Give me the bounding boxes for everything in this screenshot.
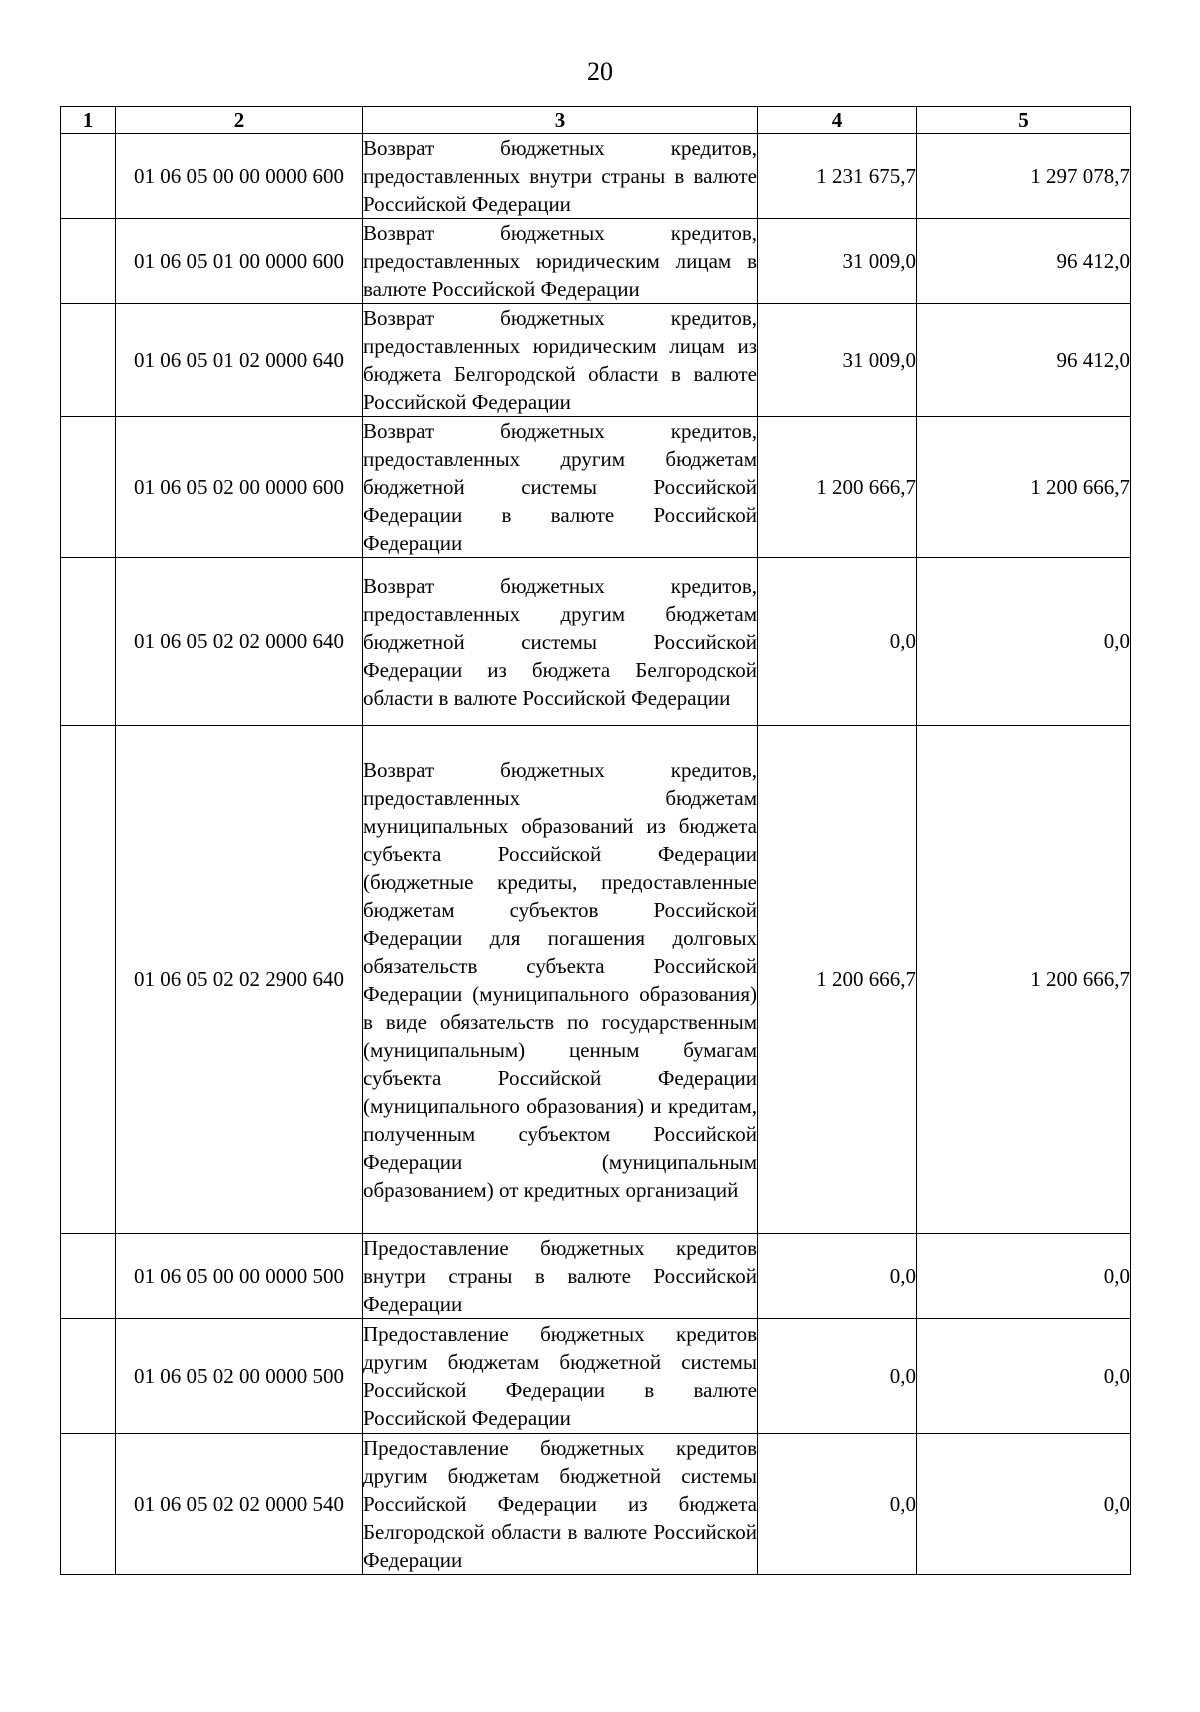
row-name: Предоставление бюджетных кредитов другим бюджетам бюджетной системы Российской Федерации в валюте Российской Федерации [363,1319,758,1434]
row-value-col5: 0,0 [917,1234,1131,1319]
row-code: 01 06 05 02 02 2900 640 [116,726,363,1234]
row-empty-cell [61,417,116,558]
row-value-col5: 1 297 078,7 [917,134,1131,219]
row-empty-cell [61,558,116,726]
row-empty-cell [61,1234,116,1319]
row-name: Возврат бюджетных кредитов, предоставленных юридическим лицам из бюджета Белгородской области в валюте Российской Федерации [363,304,758,417]
row-value-col5: 0,0 [917,558,1131,726]
row-code: 01 06 05 02 00 0000 600 [116,417,363,558]
row-code: 01 06 05 02 00 0000 500 [116,1319,363,1434]
row-code: 01 06 05 02 02 0000 640 [116,558,363,726]
header-row [61,107,1131,134]
table-row [61,558,1131,726]
table-row [61,219,1131,304]
table-row [61,417,1131,558]
table-row [61,726,1131,1234]
row-name: Возврат бюджетных кредитов, предоставленных другим бюджетам бюджетной системы Российской Федерации из бюджета Белгородской области в валюте Российской Федерации [363,558,758,726]
row-empty-cell [61,304,116,417]
row-code: 01 06 05 00 00 0000 500 [116,1234,363,1319]
table-row [61,1319,1131,1434]
header-col-4: 4 [758,107,917,134]
row-code: 01 06 05 02 02 0000 540 [116,1434,363,1575]
header-col-3: 3 [363,107,758,134]
row-value-col4: 1 231 675,7 [758,134,917,219]
row-code: 01 06 05 01 00 0000 600 [116,219,363,304]
table-row [61,1234,1131,1319]
row-value-col4: 1 200 666,7 [758,417,917,558]
row-value-col4: 0,0 [758,1234,917,1319]
row-value-col5: 0,0 [917,1434,1131,1575]
row-value-col4: 0,0 [758,1319,917,1434]
row-value-col5: 1 200 666,7 [917,726,1131,1234]
budget-sources-table [60,106,1131,1575]
table-row [61,134,1131,219]
row-code: 01 06 05 00 00 0000 600 [116,134,363,219]
row-value-col5: 0,0 [917,1319,1131,1434]
row-empty-cell [61,219,116,304]
row-value-col4: 0,0 [758,558,917,726]
header-col-5: 5 [917,107,1131,134]
table-row [61,304,1131,417]
page-number: 20 [587,57,613,86]
row-name: Возврат бюджетных кредитов, предоставленных юридическим лицам в валюте Российской Федерации [363,219,758,304]
row-name: Возврат бюджетных кредитов, предоставленных внутри страны в валюте Российской Федерации [363,134,758,219]
header-col-1: 1 [61,107,116,134]
row-code: 01 06 05 01 02 0000 640 [116,304,363,417]
row-value-col5: 96 412,0 [917,219,1131,304]
row-value-col5: 96 412,0 [917,304,1131,417]
row-value-col4: 31 009,0 [758,304,917,417]
header-col-2: 2 [116,107,363,134]
row-value-col4: 1 200 666,7 [758,726,917,1234]
row-value-col4: 0,0 [758,1434,917,1575]
row-empty-cell [61,1434,116,1575]
row-name: Предоставление бюджетных кредитов другим бюджетам бюджетной системы Российской Федерации из бюджета Белгородской области в валюте Российской Федерации [363,1434,758,1575]
row-value-col4: 31 009,0 [758,219,917,304]
table-row [61,1434,1131,1575]
row-name: Возврат бюджетных кредитов, предоставленных бюджетам муниципальных образований из бюджета субъекта Российской Федерации (бюджетные кредиты, предоставленные бюджетам субъектов Российской Федерации для погашения долговых обязательств субъекта Российской Федерации (муниципального образования) в виде обязательств по государственным (муниципальным) ценным бумагам субъекта Российской Федерации (муниципального образования) и кредитам, полученным субъектом Российской Федерации (муниципальным образованием) от кредитных организаций [363,726,758,1234]
row-empty-cell [61,134,116,219]
row-name: Возврат бюджетных кредитов, предоставленных другим бюджетам бюджетной системы Российской Федерации в валюте Российской Федерации [363,417,758,558]
row-empty-cell [61,1319,116,1434]
row-value-col5: 1 200 666,7 [917,417,1131,558]
row-name: Предоставление бюджетных кредитов внутри страны в валюте Российской Федерации [363,1234,758,1319]
row-empty-cell [61,726,116,1234]
